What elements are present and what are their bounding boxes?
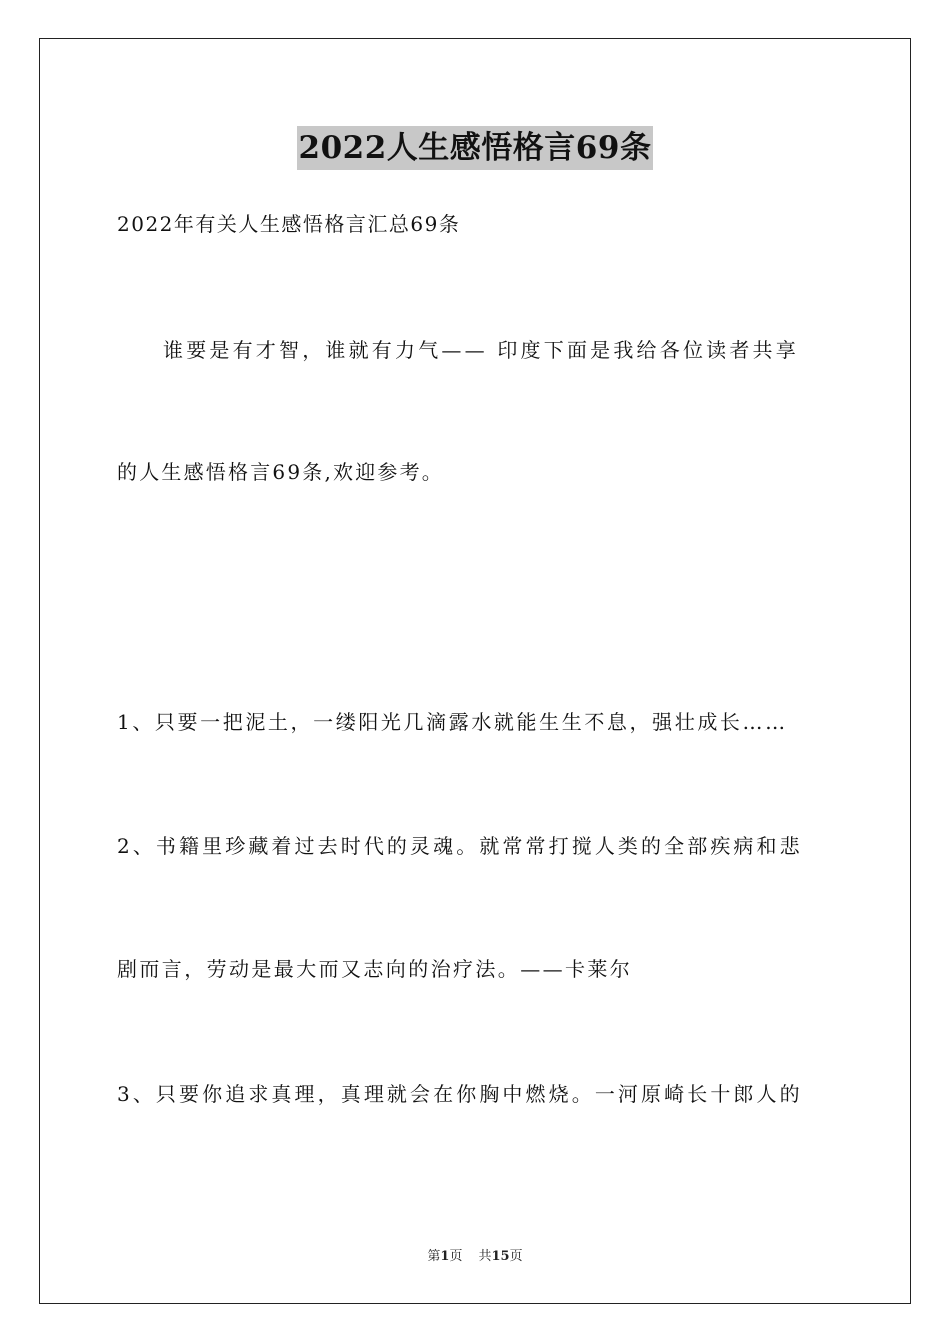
quote-item-2-line-1: 2、书籍里珍藏着过去时代的灵魂。就常常打搅人类的全部疾病和悲 xyxy=(117,834,803,858)
footer-total-prefix: 共 xyxy=(478,1249,492,1264)
document-title: 2022人生感悟格言69条 xyxy=(297,126,654,170)
intro-paragraph-line-2: 的人生感悟格言69条,欢迎参考。 xyxy=(117,460,445,484)
quote-item-3-line-1: 3、只要你追求真理，真理就会在你胸中燃烧。一河原崎长十郎人的 xyxy=(117,1082,803,1106)
page-footer xyxy=(0,1248,950,1266)
footer-page-prefix: 第 xyxy=(427,1249,441,1264)
intro-paragraph-line-1: 谁要是有才智，谁就有力气—— 印度下面是我给各位读者共享 xyxy=(163,338,799,362)
footer-page-suffix: 页 xyxy=(449,1249,463,1264)
quote-item-1: 1、只要一把泥土，一缕阳光几滴露水就能生生不息，强壮成长…… xyxy=(117,710,788,734)
title-container xyxy=(0,126,950,170)
quote-item-2-line-2: 剧而言，劳动是最大而又志向的治疗法。——卡莱尔 xyxy=(117,957,633,981)
footer-page-current: 1 xyxy=(440,1249,450,1264)
document-subtitle: 2022年有关人生感悟格言汇总69条 xyxy=(117,212,461,236)
footer-page-total: 15 xyxy=(491,1249,510,1264)
footer-total-suffix: 页 xyxy=(509,1249,523,1264)
